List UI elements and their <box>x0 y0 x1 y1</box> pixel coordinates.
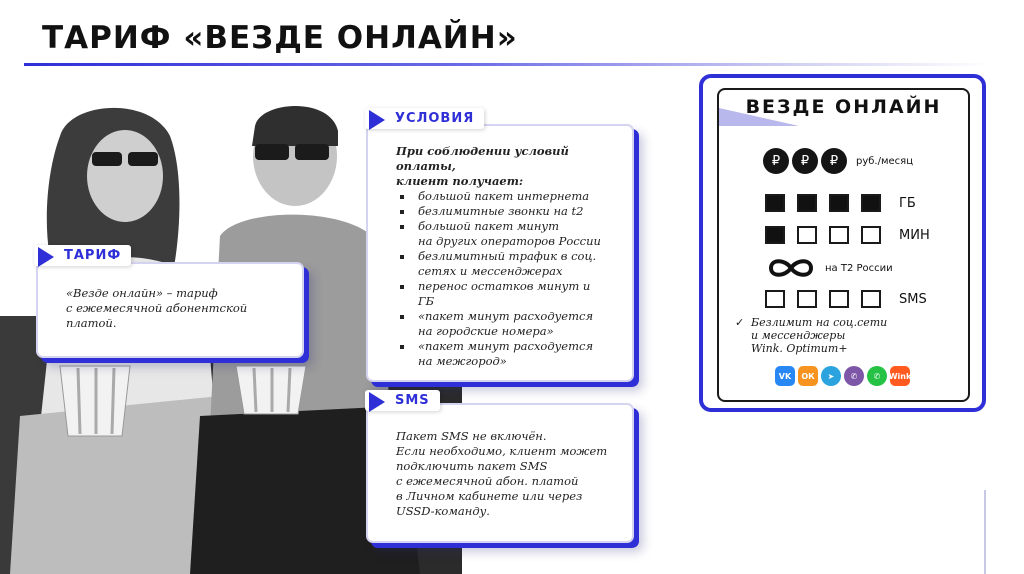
min-row <box>765 226 930 244</box>
panel-title: ВЕЗДЕ ОНЛАЙН <box>745 96 942 118</box>
filled-square-icon <box>765 194 785 212</box>
sms-row <box>765 290 927 308</box>
gb-row <box>765 194 916 212</box>
ruble-coins <box>763 148 850 174</box>
filled-square-icon <box>829 194 849 212</box>
wink-icon: Wink <box>890 366 910 386</box>
list-item-line: на межгород» <box>418 354 507 368</box>
empty-square-icon <box>765 290 785 308</box>
triangle-icon <box>38 247 54 267</box>
conditions-lead-1: При соблюдении условий оплаты, <box>396 144 569 173</box>
slide-title: ТАРИФ «ВЕЗДЕ ОНЛАЙН» <box>42 20 518 56</box>
ruble-coin-icon: ₽ <box>763 148 789 174</box>
viber-icon: ✆ <box>844 366 864 386</box>
list-item <box>396 339 622 369</box>
min-label: МИН <box>899 227 930 243</box>
price-unit: руб./месяц <box>856 155 913 167</box>
tariff-panel <box>699 74 986 412</box>
list-item <box>396 204 622 219</box>
sms-line-4: с ежемесячной абон. платой <box>396 474 579 488</box>
filled-square-icon <box>797 194 817 212</box>
sms-tag-label: SMS <box>395 393 430 408</box>
conditions-list <box>396 189 622 369</box>
perk-line-3: Wink. Optimum+ <box>751 342 848 355</box>
tariff-line-3: платой. <box>66 316 117 330</box>
empty-square-icon <box>829 290 849 308</box>
title-underline <box>24 63 990 66</box>
sms-line-3: подключить пакет SMS <box>396 459 548 473</box>
empty-square-icon <box>797 290 817 308</box>
list-item-line: безлимитный трафик в соц. <box>418 249 597 263</box>
list-item-line: большой пакет интернета <box>418 189 590 203</box>
telegram-icon: ➤ <box>821 366 841 386</box>
infinity-icon <box>765 256 817 280</box>
odnoklassniki-icon: ОК <box>798 366 818 386</box>
sms-line-1: Пакет SMS не включён. <box>396 429 547 443</box>
sms-indicator <box>765 290 893 308</box>
sms-card <box>366 403 634 543</box>
conditions-lead-2: клиент получает: <box>396 174 524 188</box>
gb-indicator <box>765 194 893 212</box>
tariff-panel-inner <box>717 88 970 402</box>
sms-line-2: Если необходимо, клиент может <box>396 444 608 458</box>
list-item <box>396 309 622 339</box>
list-item-line: на других операторов России <box>418 234 601 248</box>
conditions-card <box>366 124 634 382</box>
list-item <box>396 279 622 309</box>
price-row <box>763 148 913 174</box>
list-item-line: безлимитные звонки на t2 <box>418 204 584 218</box>
tariff-line-1: «Везде онлайн» – тариф <box>66 286 218 300</box>
unlimited-row <box>765 256 893 280</box>
tariff-tag <box>34 245 131 266</box>
list-item-line: «пакет минут расходуется <box>418 309 594 323</box>
min-indicator <box>765 226 893 244</box>
sms-tag <box>365 390 440 411</box>
list-item <box>396 189 622 204</box>
list-item <box>396 219 622 249</box>
list-item-line: большой пакет минут <box>418 219 559 233</box>
list-item-line: сетях и мессенджерах <box>418 264 563 278</box>
vk-icon: VK <box>775 366 795 386</box>
filled-square-icon <box>861 194 881 212</box>
list-item-line: ГБ <box>418 294 435 308</box>
sms-label: SMS <box>899 291 927 307</box>
empty-square-icon <box>797 226 817 244</box>
empty-square-icon <box>861 290 881 308</box>
whatsapp-icon: ✆ <box>867 366 887 386</box>
app-icons <box>775 366 913 386</box>
perk-line-2: и мессенджеры <box>751 329 846 342</box>
filled-square-icon <box>765 226 785 244</box>
list-item <box>396 249 622 279</box>
tariff-line-2: с ежемесячной абонентской <box>66 301 248 315</box>
triangle-icon <box>369 392 385 412</box>
list-item-line: «пакет минут расходуется <box>418 339 594 353</box>
divider-line <box>984 490 986 574</box>
conditions-tag <box>365 108 484 129</box>
list-item-line: перенос остатков минут и <box>418 279 591 293</box>
ruble-coin-icon: ₽ <box>821 148 847 174</box>
tariff-tag-label: ТАРИФ <box>64 248 122 263</box>
sms-line-6: USSD-команду. <box>396 504 490 518</box>
check-icon: ✓ <box>735 316 745 329</box>
perk-block <box>735 316 955 355</box>
tariff-card <box>36 262 304 358</box>
perk-line-1: Безлимит на соц.сети <box>751 316 888 329</box>
empty-square-icon <box>861 226 881 244</box>
gb-label: ГБ <box>899 195 916 211</box>
sms-line-5: в Личном кабинете или через <box>396 489 583 503</box>
list-item-line: на городские номера» <box>418 324 554 338</box>
ruble-coin-icon: ₽ <box>792 148 818 174</box>
conditions-tag-label: УСЛОВИЯ <box>395 111 475 126</box>
triangle-icon <box>369 110 385 130</box>
empty-square-icon <box>829 226 849 244</box>
unlimited-label: на Т2 России <box>825 262 893 274</box>
